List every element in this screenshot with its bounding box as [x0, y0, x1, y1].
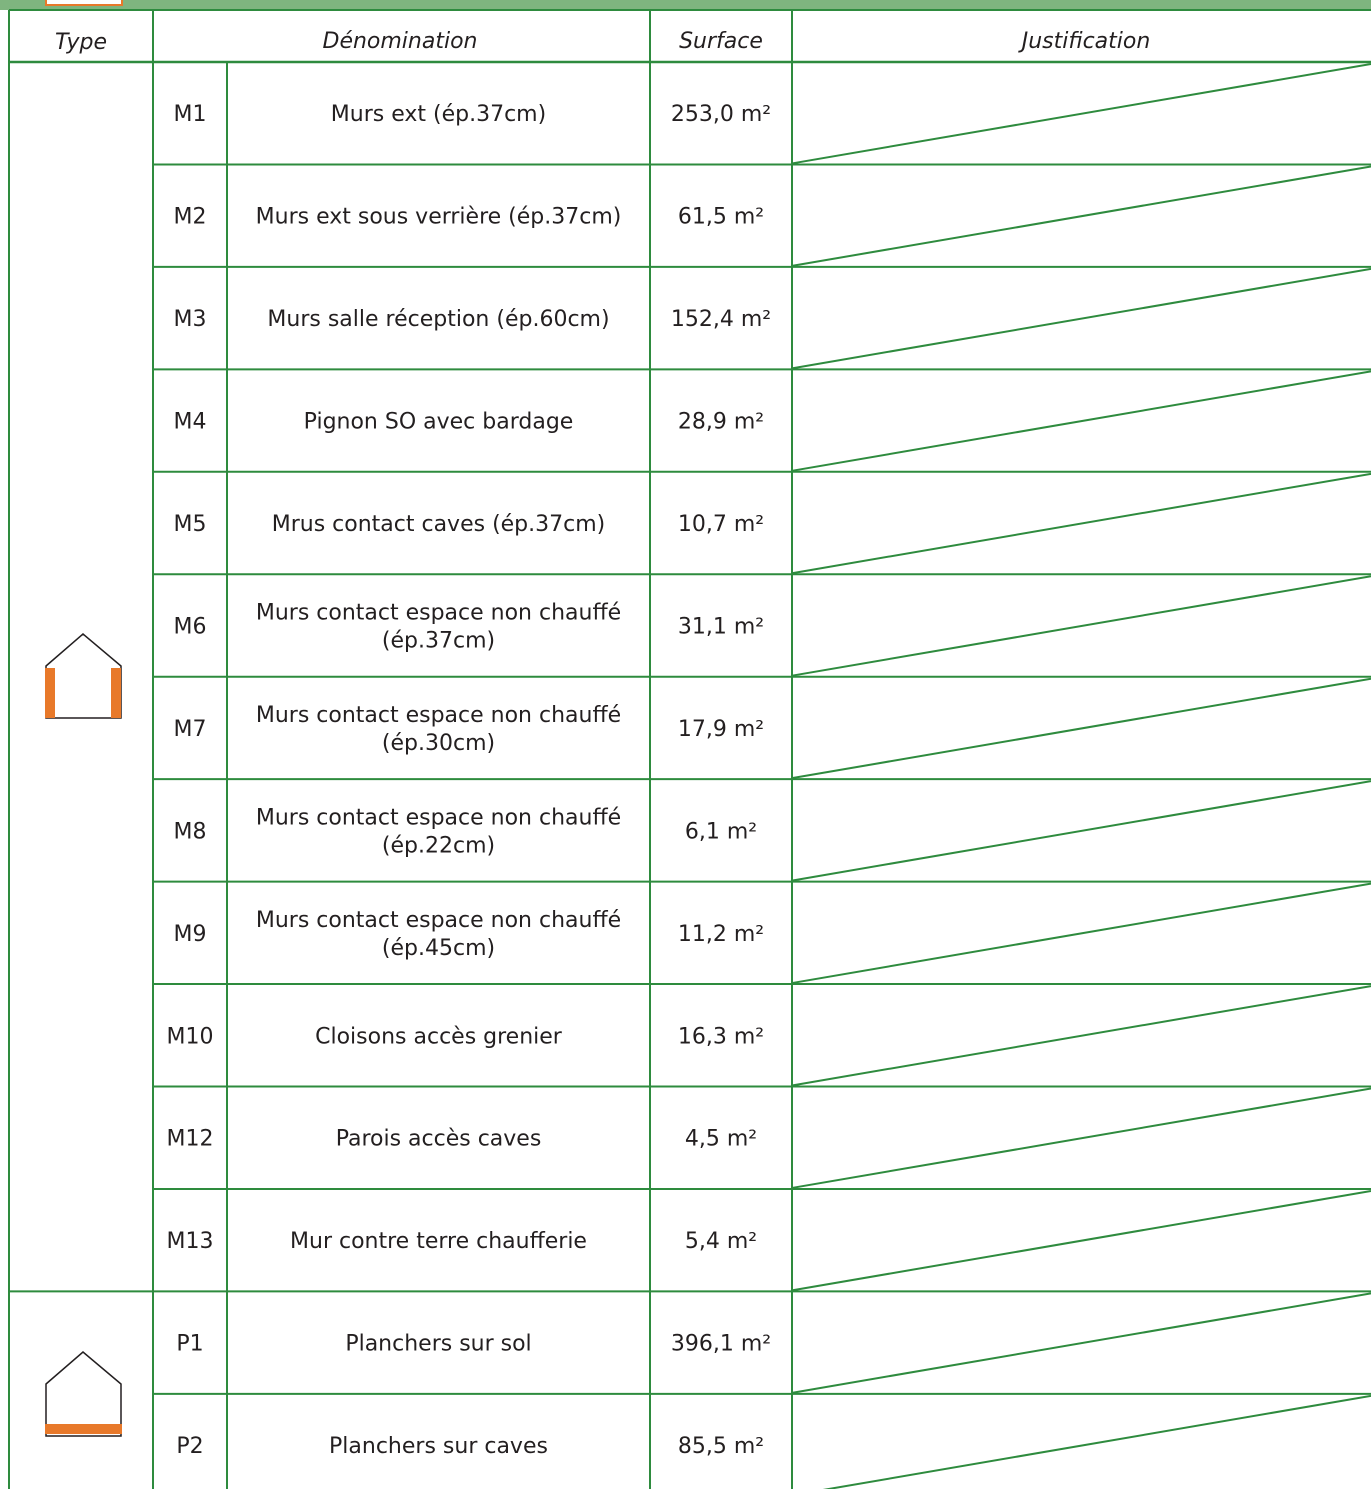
house-outline [46, 634, 121, 718]
row-denomination: Parois accès caves [335, 1126, 542, 1152]
row-denomination: Murs ext (ép.37cm) [330, 102, 547, 128]
row-surface: 253,0 m² [670, 102, 772, 128]
row-code: P1 [176, 1331, 204, 1357]
justification-strike [792, 269, 1371, 368]
row-surface: 11,2 m² [677, 921, 765, 947]
row-denomination-line: (ép.37cm) [381, 628, 496, 654]
floor-house-icon [45, 1352, 122, 1436]
row-surface: 85,5 m² [677, 1434, 765, 1460]
row-code: M8 [173, 819, 207, 845]
wall-left-highlight [45, 668, 55, 718]
row-code: M9 [173, 921, 207, 947]
row-surface: 4,5 m² [684, 1126, 758, 1152]
header-denomination: Dénomination [322, 29, 478, 54]
row-code: M13 [166, 1229, 214, 1255]
justification-strike [792, 1191, 1371, 1290]
row-denomination: Pignon SO avec bardage [303, 409, 574, 435]
row-surface: 61,5 m² [677, 204, 765, 230]
justification-strike [792, 986, 1371, 1085]
row-surface: 5,4 m² [684, 1229, 758, 1255]
row-denomination-line: Murs contact espace non chauffé [255, 600, 622, 626]
header-justification: Justification [1021, 29, 1151, 54]
table-row [174, 474, 1371, 573]
justification-strike [792, 884, 1371, 983]
row-surface: 10,7 m² [677, 512, 765, 538]
row-code: M7 [173, 716, 207, 742]
row-denomination-line: Murs contact espace non chauffé [255, 805, 622, 831]
table-top-band [0, 0, 1371, 10]
row-surface: 17,9 m² [677, 716, 765, 742]
justification-strike [792, 166, 1371, 265]
walls-house-icon [45, 634, 121, 718]
justification-strike [792, 1396, 1371, 1489]
table-row [167, 1089, 1371, 1188]
row-code: M3 [173, 307, 207, 333]
row-denomination: Murs salle réception (ép.60cm) [267, 307, 610, 333]
table-row [174, 269, 1371, 368]
row-code: M10 [166, 1024, 214, 1050]
row-surface: 396,1 m² [670, 1331, 772, 1357]
table-row [167, 1191, 1371, 1290]
row-surface: 152,4 m² [670, 307, 772, 333]
row-denomination: Mrus contact caves (ép.37cm) [271, 512, 606, 538]
row-surface: 31,1 m² [677, 614, 765, 640]
row-code: M1 [173, 102, 207, 128]
table-row [174, 64, 1371, 163]
justification-strike [792, 474, 1371, 573]
row-denomination-line: Murs contact espace non chauffé [255, 702, 622, 728]
row-code: M6 [173, 614, 207, 640]
header-type: Type [54, 30, 108, 55]
row-denomination-line: (ép.30cm) [381, 730, 496, 756]
row-denomination-line: (ép.45cm) [381, 935, 496, 961]
justification-strike [792, 64, 1371, 163]
row-denomination: Planchers sur caves [329, 1434, 548, 1460]
house-outline [46, 1352, 121, 1436]
table-header [55, 29, 1150, 55]
row-code: M2 [173, 204, 207, 230]
table-row [176, 1293, 1371, 1392]
table-row [174, 576, 1371, 675]
row-denomination: Cloisons accès grenier [315, 1024, 562, 1050]
row-denomination: Planchers sur sol [345, 1331, 532, 1357]
table-body [167, 64, 1371, 1489]
table-row [167, 986, 1371, 1085]
justification-strike [792, 1293, 1371, 1392]
row-code: P2 [176, 1434, 204, 1460]
row-denomination: Mur contre terre chaufferie [290, 1229, 587, 1255]
justification-strike [792, 679, 1371, 778]
section-icon [45, 0, 123, 6]
floor-highlight [45, 1424, 122, 1434]
row-surface: 6,1 m² [684, 819, 758, 845]
table-row [174, 371, 1371, 470]
table-row [174, 884, 1371, 983]
table-row [174, 679, 1371, 778]
row-code: M5 [173, 512, 207, 538]
row-denomination: Murs ext sous verrière (ép.37cm) [255, 204, 622, 230]
header-surface: Surface [679, 29, 763, 54]
row-denomination-line: Murs contact espace non chauffé [255, 907, 622, 933]
row-surface: 28,9 m² [677, 409, 765, 435]
wall-right-highlight [111, 668, 121, 718]
justification-strike [792, 1089, 1371, 1188]
type-icons [45, 634, 122, 1436]
justification-strike [792, 781, 1371, 880]
row-denomination-line: (ép.22cm) [381, 833, 496, 859]
table-grid [9, 10, 1371, 1489]
table-row [174, 166, 1371, 265]
table-row [176, 1396, 1371, 1489]
justification-strike [792, 371, 1371, 470]
row-code: M4 [173, 409, 207, 435]
row-surface: 16,3 m² [677, 1024, 765, 1050]
row-code: M12 [166, 1126, 214, 1152]
table-row [174, 781, 1371, 880]
justification-strike [792, 576, 1371, 675]
